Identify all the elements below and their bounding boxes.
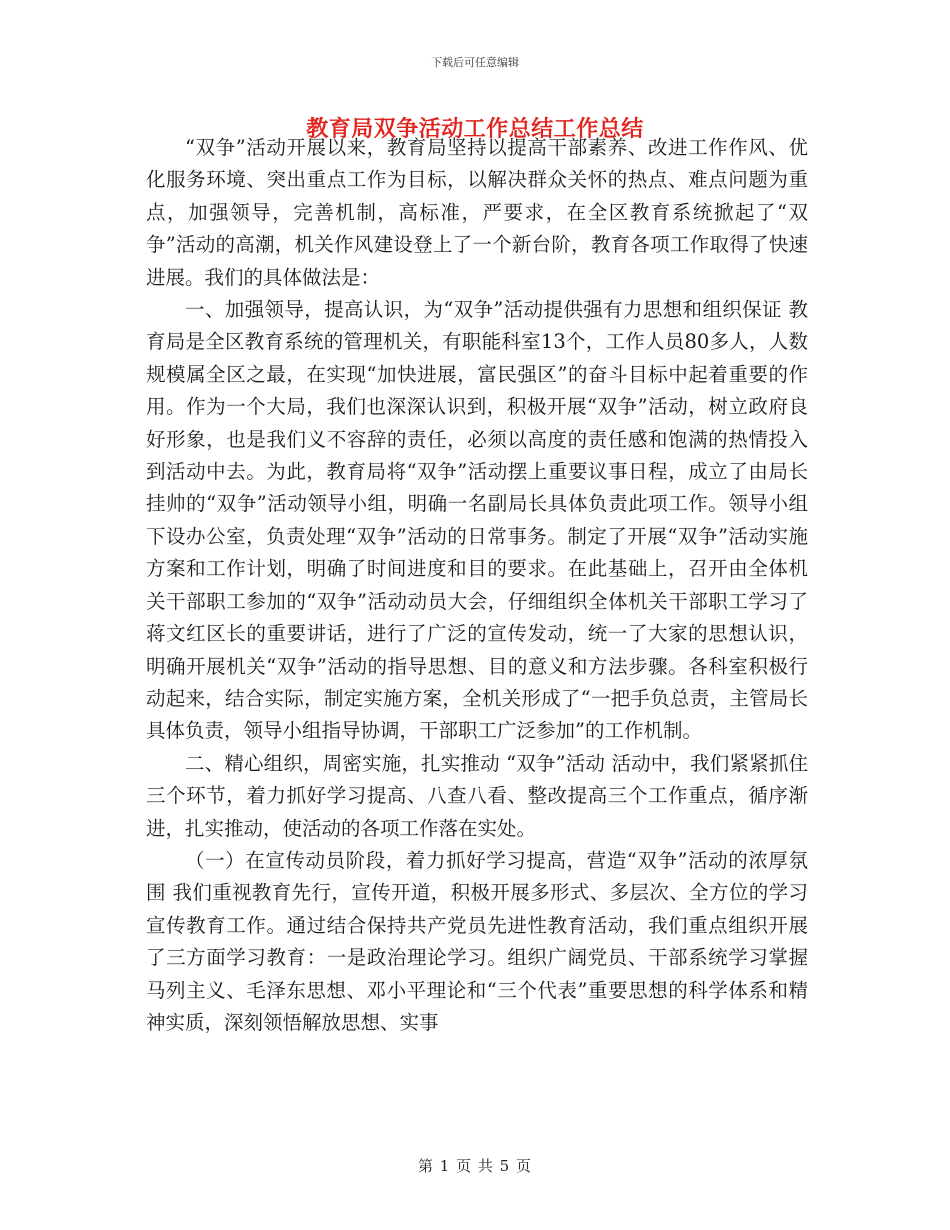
document-title: 教育局双争活动工作总结工作总结 [306, 117, 644, 142]
document-body [146, 132, 808, 1039]
body-paragraph: 一、加强领导，提高认识，为“双争”活动提供强有力思想和组织保证 教育局是全区教育系统的管理机关，有职能科室13个，工作人员80多人，人数规模属全区之最，在实现“加快进展，富民强区”的奋斗目标中起着重要的作用。作为一个大局，我们也深深认识到，积极开展“双争”活动，树立政府良好形象，也是我们义不容辞的责任，必须以高度的责任感和饱满的热情投入到活动中去。为此，教育局将“双争”活动摆上重要议事日程，成立了由局长挂帅的“双争”活动领导小组，明确一名副局长具体负责此项工作。领导小组下设办公室，负责处理“双争”活动的日常事务。制定了开展“双争”活动实施方案和工作计划，明确了时间进度和目的要求。在此基础上，召开由全体机关干部职工参加的“双争”活动动员大会，仔细组织全体机关干部职工学习了蒋文红区长的重要讲话，进行了广泛的宣传发动，统一了大家的思想认识，明确开展机关“双争”活动的指导思想、目的意义和方法步骤。各科室积极行动起来，结合实际，制定实施方案，全机关形成了“一把手负总责，主管局长具体负责，领导小组指导协调，干部职工广泛参加”的工作机制。 [146, 298, 808, 743]
header-note: 下载后可任意编辑 [431, 56, 519, 69]
page-number-footer: 第 1 页 共 5 页 [418, 1157, 532, 1175]
body-paragraph: （一）在宣传动员阶段，着力抓好学习提高，营造“双争”活动的浓厚氛围 我们重视教育先行，宣传开道，积极开展多形式、多层次、全方位的学习宣传教育工作。通过结合保持共产党员先进性教育活动，我们重点组织开展了三方面学习教育：一是政治理论学习。组织广阔党员、干部系统学习掌握马列主义、毛泽东思想、邓小平理论和“三个代表”重要思想的科学体系和精神实质，深刻领悟解放思想、实事 [146, 848, 808, 1034]
body-paragraph: 二、精心组织，周密实施，扎实推动 “双争”活动 活动中，我们紧紧抓住三个环节，着力抓好学习提高、八查八看、整改提高三个工作重点，循序渐进，扎实推动，使活动的各项工作落在实处。 [146, 751, 808, 840]
body-paragraph: “双争”活动开展以来，教育局坚持以提高干部素养、改进工作作风、优化服务环境、突出重点工作为目标，以解决群众关怀的热点、难点问题为重点，加强领导，完善机制，高标准，严要求，在全区教育系统掀起了“双争”活动的高潮，机关作风建设登上了一个新台阶，教育各项工作取得了快速进展。我们的具体做法是： [146, 136, 808, 289]
